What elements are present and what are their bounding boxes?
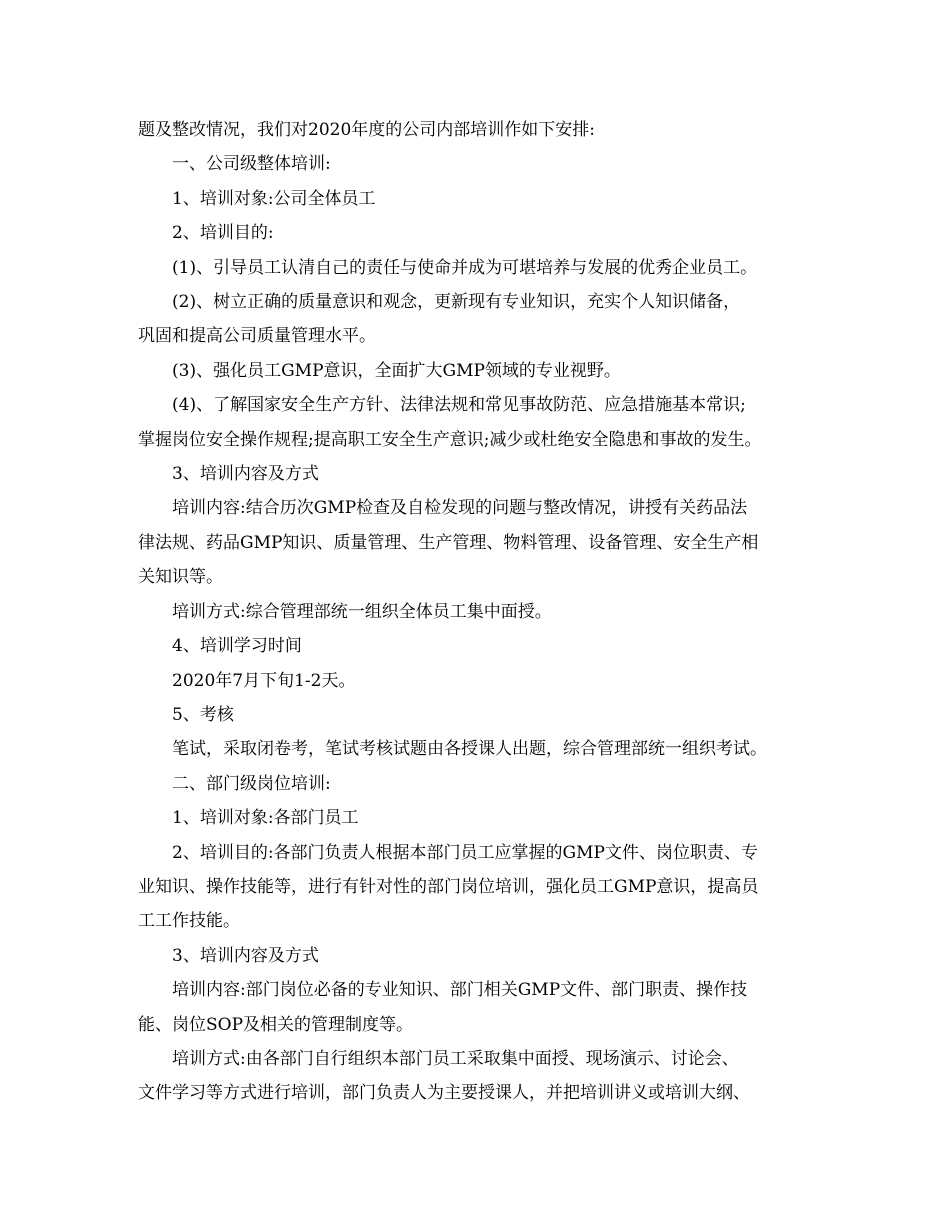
paragraph-line: 4、培训学习时间 — [172, 636, 302, 657]
paragraph-line: 律法规、药品GMP知识、质量管理、生产管理、物料管理、设备管理、安全生产相 — [138, 532, 759, 553]
paragraph-line: (1)、引导员工认清自己的责任与使命并成为可堪培养与发展的优秀企业员工。 — [172, 257, 758, 278]
paragraph-line: 5、考核 — [172, 704, 234, 725]
paragraph-line: 工工作技能。 — [138, 911, 240, 932]
paragraph-line: (3)、强化员工GMP意识，全面扩大GMP领域的专业视野。 — [172, 360, 621, 381]
paragraph-line: 培训内容:部门岗位必备的专业知识、部门相关GMP文件、部门职责、操作技 — [172, 980, 748, 1001]
paragraph-line: 笔试，采取闭卷考，笔试考核试题由各授课人出题，综合管理部统一组织考试。 — [172, 739, 767, 760]
paragraph-line: 巩固和提高公司质量管理水平。 — [138, 326, 376, 347]
paragraph-line: 关知识等。 — [138, 567, 223, 588]
paragraph-line: 掌握岗位安全操作规程;提高职工安全生产意识;减少或杜绝安全隐患和事故的发生。 — [138, 429, 762, 450]
paragraph-line: 一、公司级整体培训: — [172, 154, 331, 175]
paragraph-line: 2、培训目的:各部门负责人根据本部门员工应掌握的GMP文件、岗位职责、专 — [172, 842, 758, 863]
document-body — [138, 113, 828, 1111]
paragraph-line: 文件学习等方式进行培训，部门负责人为主要授课人，并把培训讲义或培训大纲、 — [138, 1083, 750, 1104]
paragraph-line: 1、培训对象:公司全体员工 — [172, 188, 376, 209]
paragraph-line: 题及整改情况，我们对2020年度的公司内部培训作如下安排: — [138, 120, 595, 140]
paragraph-line: 3、培训内容及方式 — [172, 945, 319, 966]
paragraph-line: 培训方式:由各部门自行组织本部门员工采取集中面授、现场演示、讨论会、 — [172, 1048, 739, 1069]
paragraph-line: 1、培训对象:各部门员工 — [172, 808, 359, 829]
paragraph-line: 业知识、操作技能等，进行有针对性的部门岗位培训，强化员工GMP意识，提高员 — [138, 876, 759, 897]
paragraph-line: 二、部门级岗位培训: — [172, 773, 331, 794]
paragraph-line: 2、培训目的: — [172, 223, 274, 244]
paragraph-line: 2020年7月下旬1-2天。 — [172, 670, 356, 691]
paragraph-line: (2)、树立正确的质量意识和观念，更新现有专业知识，充实个人知识储备， — [172, 292, 741, 313]
paragraph-line: (4)、了解国家安全生产方针、法律法规和常见事故防范、应急措施基本常识; — [172, 395, 746, 416]
paragraph-line: 培训内容:结合历次GMP检查及自检发现的问题与整改情况，讲授有关药品法 — [172, 498, 748, 519]
paragraph-line: 3、培训内容及方式 — [172, 464, 319, 485]
paragraph-line: 培训方式:综合管理部统一组织全体员工集中面授。 — [172, 601, 552, 622]
paragraph-line: 能、岗位SOP及相关的管理制度等。 — [138, 1014, 414, 1035]
